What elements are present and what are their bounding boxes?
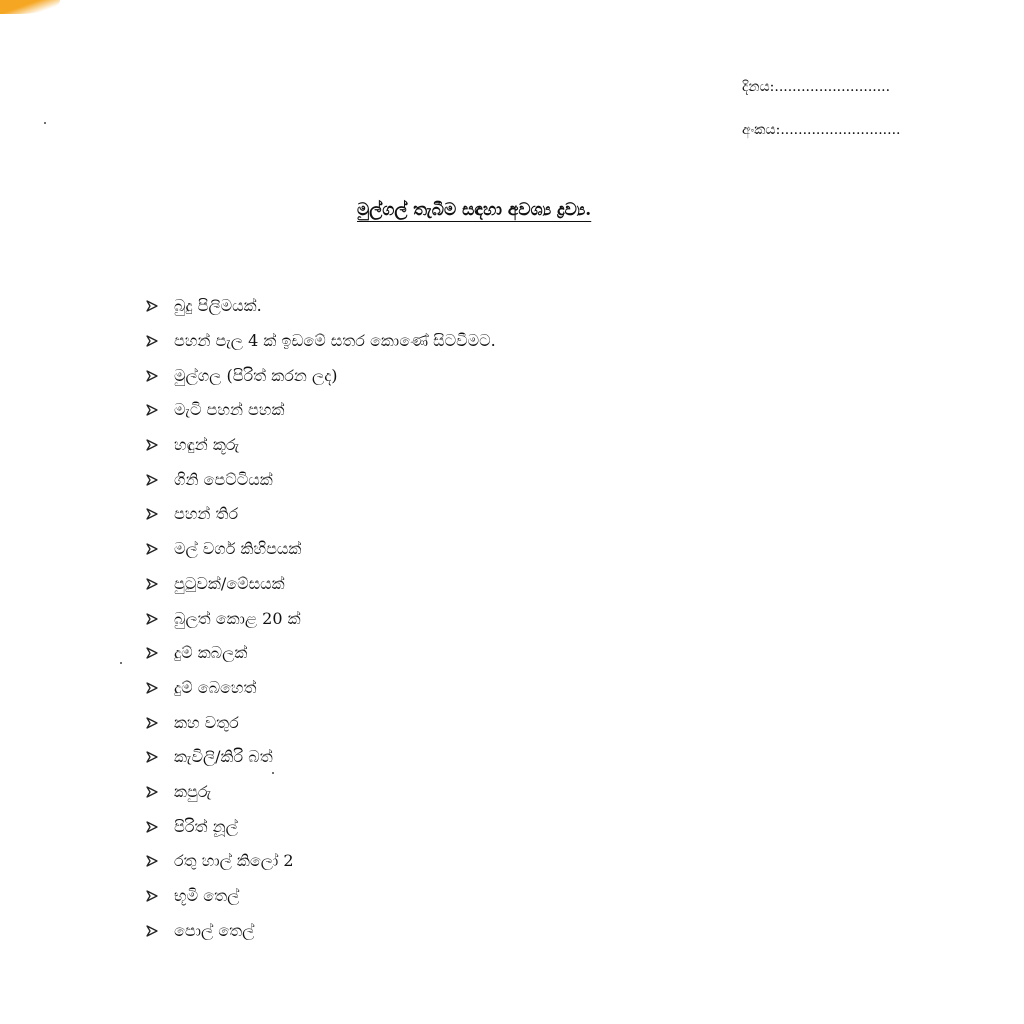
list-item-text: කපුරු [174, 781, 212, 801]
list-item-text: බුලත් කොළ 20 ක් [174, 608, 301, 628]
arrow-bullet-icon [146, 786, 158, 798]
items-list [146, 289, 496, 948]
list-item-text: මුල්ගල (පිරිත් කරන ලද) [174, 365, 338, 385]
list-item-text: මල් වර්ග කිහිපයක් [174, 539, 302, 559]
list-item [146, 393, 496, 428]
arrow-bullet-icon [146, 682, 158, 694]
list-item [146, 324, 496, 359]
arrow-bullet-icon [146, 543, 158, 555]
list-item [146, 809, 496, 844]
list-item [146, 671, 496, 706]
list-item-text: පුටුවක්/මේසයක් [174, 573, 285, 593]
list-item-text: බුදු පිලිමයක්. [174, 296, 262, 316]
arrow-bullet-icon [146, 647, 158, 659]
list-item-text: පොල් තෙල් [174, 920, 255, 940]
list-item-text: පිරිත් නූල් [174, 816, 238, 836]
list-item [146, 879, 496, 914]
list-item [146, 462, 496, 497]
list-item [146, 913, 496, 948]
arrow-bullet-icon [146, 474, 158, 486]
arrow-bullet-icon [146, 439, 158, 451]
arrow-bullet-icon [146, 578, 158, 590]
arrow-bullet-icon [146, 717, 158, 729]
corner-decoration [0, 0, 60, 14]
list-item [146, 740, 496, 775]
scan-speck [44, 122, 46, 124]
date-field: දිනය:.......................... [742, 79, 891, 95]
list-item [146, 567, 496, 602]
list-item [146, 775, 496, 810]
list-item-text: පහන් පැල 4 ක් ඉඩමේ සතර කොණේ සිටවීමට. [174, 331, 496, 351]
arrow-bullet-icon [146, 370, 158, 382]
list-item-text: මැටි පහන් පහක් [174, 400, 285, 420]
document-title: මුල්ගල් තැබීම සඳහා අවශ්‍ය ද්‍රව්‍ය. [357, 200, 592, 220]
list-item [146, 601, 496, 636]
list-item-text: හඳුන් කූරු [174, 435, 240, 455]
arrow-bullet-icon [146, 751, 158, 763]
arrow-bullet-icon [146, 613, 158, 625]
list-item [146, 532, 496, 567]
list-item [146, 497, 496, 532]
arrow-bullet-icon [146, 404, 158, 416]
list-item [146, 636, 496, 671]
list-item-text: ගිනි පෙට්ටියක් [174, 469, 273, 489]
list-item [146, 289, 496, 324]
arrow-bullet-icon [146, 821, 158, 833]
scan-speck [272, 772, 274, 774]
list-item [146, 844, 496, 879]
arrow-bullet-icon [146, 890, 158, 902]
list-item-text: භූමි තෙල් [174, 886, 240, 906]
arrow-bullet-icon [146, 300, 158, 312]
list-item-text: කහ වතුර [174, 712, 239, 732]
number-field: අංකය:........................... [742, 122, 901, 138]
list-item-text: කැවිලි/කිරි බත් [174, 747, 273, 767]
list-item-text: රතු හාල් කිලෝ 2 [174, 851, 294, 871]
arrow-bullet-icon [146, 508, 158, 520]
list-item [146, 705, 496, 740]
list-item-text: දුම් බෙහෙත් [174, 677, 257, 697]
list-item [146, 358, 496, 393]
arrow-bullet-icon [146, 855, 158, 867]
arrow-bullet-icon [146, 335, 158, 347]
list-item-text: පහන් තිර [174, 504, 239, 524]
scan-speck [120, 662, 122, 664]
list-item-text: දුම් කබලක් [174, 643, 248, 663]
list-item [146, 428, 496, 463]
arrow-bullet-icon [146, 925, 158, 937]
